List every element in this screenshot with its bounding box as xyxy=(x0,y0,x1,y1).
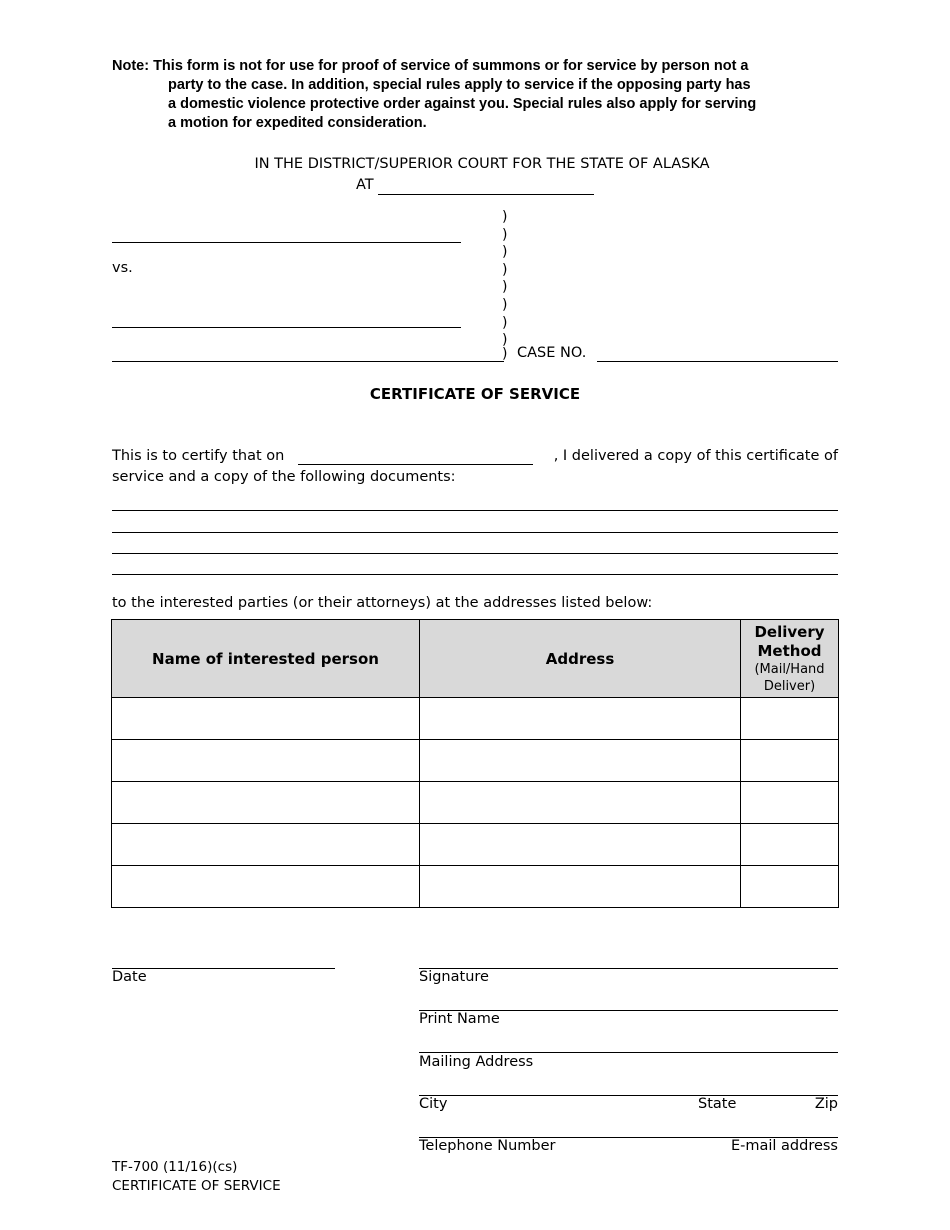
column-header-address: Address xyxy=(420,620,741,698)
state-label: State xyxy=(698,1096,737,1112)
caption-paren: ) xyxy=(502,279,508,296)
caption-paren: ) xyxy=(502,244,508,261)
email-label: E-mail address xyxy=(730,1138,838,1154)
delivery-header-sub-1: (Mail/Hand xyxy=(754,661,825,677)
date-label: Date xyxy=(112,969,147,985)
caption-paren: ) xyxy=(502,345,508,362)
column-header-name: Name of interested person xyxy=(112,620,420,698)
zip-label: Zip xyxy=(814,1096,838,1112)
documents-line-4[interactable] xyxy=(112,574,838,575)
caption-paren: ) xyxy=(502,297,508,313)
note-line-3: a domestic violence protective order against you. Special rules also apply for serving xyxy=(168,96,757,112)
caption-paren: ) xyxy=(502,261,508,278)
caption-paren: ) xyxy=(502,226,508,243)
name-cell[interactable] xyxy=(112,698,420,740)
signature-label: Signature xyxy=(419,969,489,985)
caption-paren: ) xyxy=(502,209,508,225)
defendant-name-field[interactable] xyxy=(112,327,461,328)
documents-line-3[interactable] xyxy=(112,553,838,554)
city-label: City xyxy=(419,1096,448,1112)
city-state-zip-field[interactable] xyxy=(419,1095,838,1096)
documents-line-1[interactable] xyxy=(112,510,838,511)
table-row xyxy=(112,824,839,866)
name-cell[interactable] xyxy=(112,866,420,908)
note-line-4: a motion for expedited consideration. xyxy=(168,115,427,131)
address-cell[interactable] xyxy=(420,782,741,824)
table-row xyxy=(112,782,839,824)
parties-intro: to the interested parties (or their attorneys) at the addresses listed below: xyxy=(112,595,653,611)
delivery-header-line-1: Delivery xyxy=(754,622,825,641)
table-header-row xyxy=(112,620,839,698)
certify-line-2: service and a copy of the following documents: xyxy=(112,469,456,485)
case-no-label: CASE NO. xyxy=(517,345,587,361)
address-cell[interactable] xyxy=(420,698,741,740)
delivery-header-sub-2: Deliver) xyxy=(763,678,816,694)
table-row xyxy=(112,698,839,740)
table-row xyxy=(112,866,839,908)
address-cell[interactable] xyxy=(420,824,741,866)
case-no-field[interactable] xyxy=(597,361,838,362)
service-date-field[interactable] xyxy=(298,464,533,465)
form-name: CERTIFICATE OF SERVICE xyxy=(112,1178,281,1194)
address-cell[interactable] xyxy=(420,866,741,908)
certify-suffix: , I delivered a copy of this certificate of xyxy=(553,448,838,464)
delivery-method-cell[interactable] xyxy=(741,698,839,740)
delivery-method-cell[interactable] xyxy=(741,740,839,782)
certify-prefix: This is to certify that on xyxy=(112,448,285,464)
name-cell[interactable] xyxy=(112,824,420,866)
caption-paren: ) xyxy=(502,314,508,331)
form-id: TF-700 (11/16)(cs) xyxy=(112,1159,238,1175)
form-note xyxy=(112,57,840,133)
table-row xyxy=(112,740,839,782)
mailing-address-label: Mailing Address xyxy=(419,1054,534,1070)
court-heading: IN THE DISTRICT/SUPERIOR COURT FOR THE STATE OF ALASKA xyxy=(254,156,710,172)
court-location-field[interactable] xyxy=(378,194,594,195)
name-cell[interactable] xyxy=(112,740,420,782)
plaintiff-name-field[interactable] xyxy=(112,242,461,243)
name-cell[interactable] xyxy=(112,782,420,824)
caption-paren: ) xyxy=(502,332,508,349)
caption-bottom-line xyxy=(112,361,504,362)
documents-line-2[interactable] xyxy=(112,532,838,533)
mailing-address-field[interactable] xyxy=(419,1052,838,1053)
service-table xyxy=(111,619,839,908)
note-line-2: party to the case. In addition, special rules apply to service if the opposing party has xyxy=(168,77,751,93)
delivery-method-cell[interactable] xyxy=(741,782,839,824)
delivery-method-cell[interactable] xyxy=(741,866,839,908)
print-name-label: Print Name xyxy=(419,1011,500,1027)
address-cell[interactable] xyxy=(420,740,741,782)
page-title: CERTIFICATE OF SERVICE xyxy=(369,385,581,403)
delivery-method-cell[interactable] xyxy=(741,824,839,866)
telephone-label: Telephone Number xyxy=(419,1138,556,1154)
vs-label: vs. xyxy=(112,260,133,276)
court-at-label: AT xyxy=(356,177,374,193)
note-line-1: Note: This form is not for use for proof of service of summons or for service by person not a xyxy=(112,58,749,74)
column-header-delivery-method xyxy=(741,620,839,698)
delivery-header-line-2: Method xyxy=(757,641,822,660)
